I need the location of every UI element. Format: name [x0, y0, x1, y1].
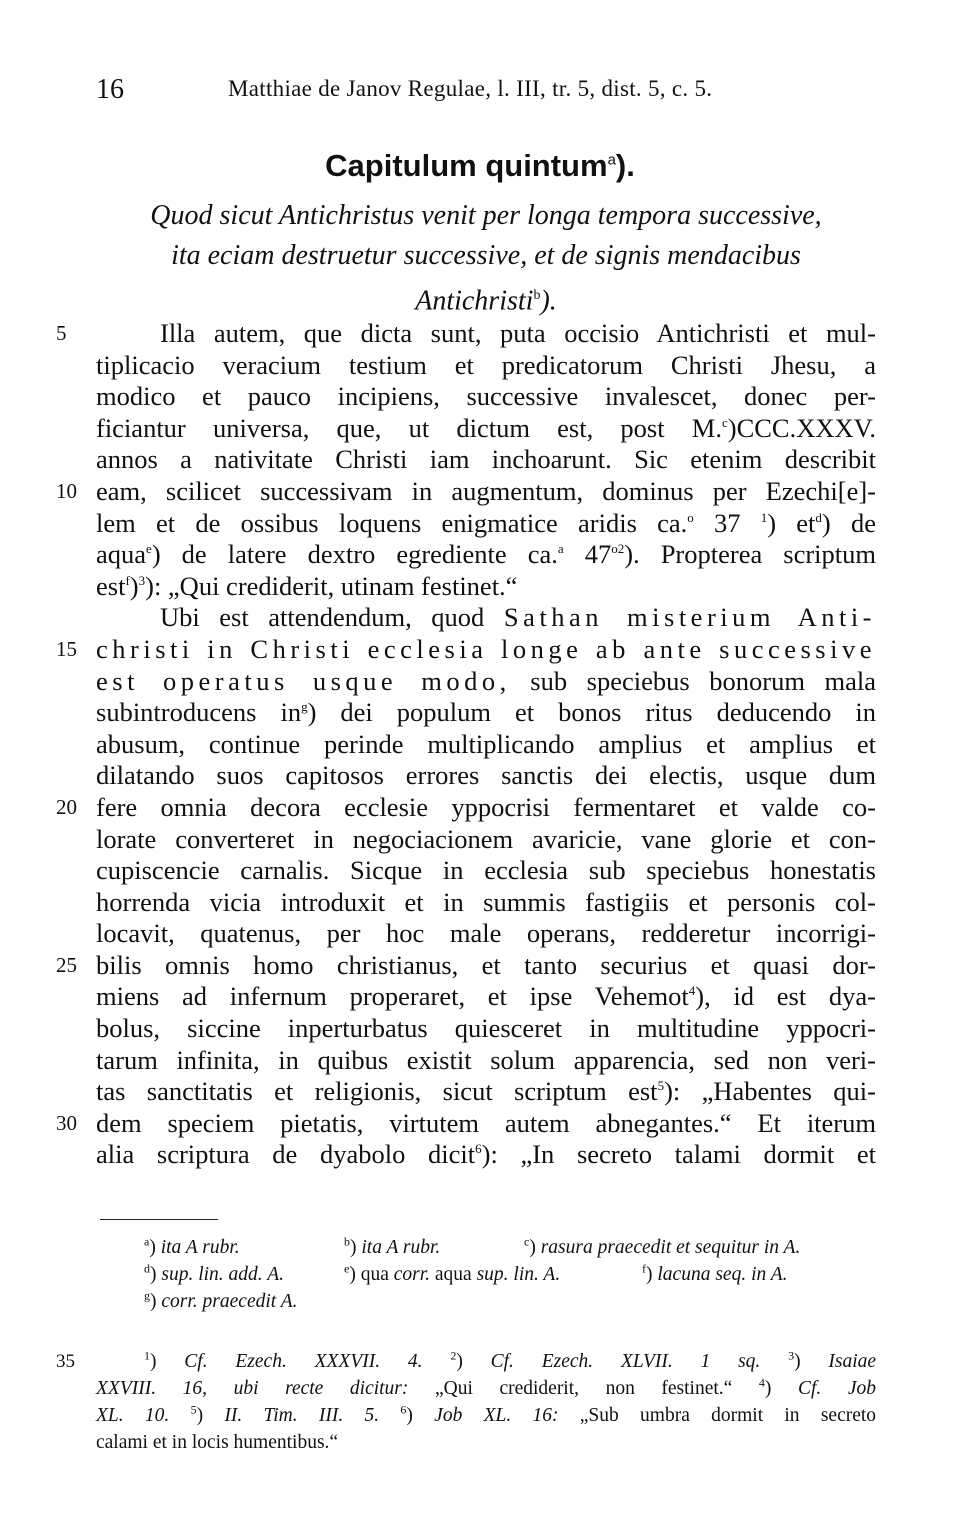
text-line: est$^f$)$^3$): „Qui crediderit, utinam festinet.“: [96, 570, 518, 601]
text-line: horrenda vicia introduxit et in summis fastigiis et personis col-: [96, 886, 876, 917]
text-line: annos a nativitate Christi iam inchoarunt. Sic etenim describit: [96, 444, 876, 475]
text-line: modico et pauco incipiens, successive invalescet, donec per-: [96, 381, 876, 412]
footnote-marker: f: [125, 572, 130, 588]
line-number: 25: [56, 952, 77, 977]
text-line: lem et de ossibus loquens enigmatice aridis ca.$^o$ 37 $^1$) $et^d$) de: [96, 507, 876, 538]
chapter-title-text: Capitulum quintum: [325, 148, 608, 183]
text-line: Ubi est attendendum, quod Sathan misterium Anti-: [160, 602, 877, 633]
critical-apparatus: [96, 1234, 876, 1315]
running-title: Matthiae de Janov Regulae, l. III, tr. 5, dist. 5, c. 5.: [228, 76, 713, 101]
text-line: 5 Illa autem, que dicta sunt, puta occisio Antichristi et mul-: [56, 318, 876, 348]
note-line: XXVIII. 16, ubi recte dicitur: „Qui crediderit, non festinet.“ $^4$) Cf. Job: [96, 1375, 877, 1399]
note-line: 35 $^1$) Cf. Ezech. XXXVII. 4. $^2$) Cf. Ezech. XLVII. 1 sq. $^3$) Isaiae: [96, 1348, 876, 1375]
chapter-title: Capitulum quintum$^a$).: [325, 148, 635, 183]
footnote-marker: b: [533, 288, 541, 303]
text-line: tiplicacio veracium testium et predicatorum Christi Jhesu, a: [96, 349, 876, 380]
subtitle-line: ita eciam destruetur successive, et de signis mendacibus: [171, 240, 801, 271]
text-line: abusum, continue perinde multiplicando amplius et amplius et: [96, 728, 876, 759]
line-number: 10: [56, 478, 77, 503]
footnote-marker: c: [721, 414, 728, 430]
text-line: 15 christi in Christi ecclesia longe ab ante successive: [56, 633, 876, 664]
note-line: $^g$) corr. praecedit A.: [144, 1288, 298, 1312]
footnote-marker: 6: [475, 1141, 482, 1157]
footnote-marker: e: [146, 541, 152, 557]
page-number: 16: [96, 74, 124, 105]
text-line: tarum infinita, in quibus existit solum apparencia, sed non veri-: [96, 1044, 876, 1075]
body-text: [56, 318, 877, 1171]
running-head: [96, 74, 876, 108]
text-line: miens ad infernum properaret, et ipse Vehemot$^4$), id est dya-: [96, 981, 876, 1012]
footnote-marker: 1: [760, 509, 768, 525]
subtitle-line: Antichristi$^b$).: [415, 285, 557, 317]
note-line: $^a$) ita A rubr. $^b$) ita A rubr. $^c$) rasura praecedit et sequitur in A.: [144, 1234, 801, 1258]
source-notes: [56, 1348, 877, 1456]
footnote-marker: d: [815, 509, 822, 525]
text-line: 10 eam, scilicet successivam in augmentum, dominus per Ezechi[e]-: [56, 475, 876, 506]
line-number: 30: [56, 1110, 77, 1135]
text-line: aqua$^e$) de latere dextro egrediente ca.$^a$ $47^{o2}$). Propterea scriptum: [96, 539, 877, 570]
subtitle-line: Quod sicut Antichristus venit per longa tempora successive,: [150, 200, 822, 231]
text-line: lorate converteret in negociacionem avaricie, vane glorie et con-: [96, 823, 876, 854]
footnote-marker: 3: [138, 572, 146, 588]
text-line: 30 dem speciem pietatis, virtutem autem abnegantes.“ Et iterum: [56, 1107, 876, 1138]
footnote-marker: 2: [617, 541, 625, 557]
line-number: 20: [56, 794, 77, 819]
text-line: dilatando suos capitosos errores sanctis dei electis, usque dum: [96, 760, 876, 791]
line-number: 35: [56, 1351, 75, 1372]
footnote-marker: g: [301, 699, 308, 715]
note-line: $^d$) sup. lin. add. A. $^e$) qua corr. aqua sup. lin. A. $^f$) lacuna seq. in A.: [144, 1261, 788, 1285]
chapter-subtitle: [96, 196, 876, 321]
line-number: 5: [56, 321, 67, 345]
text-line: cupiscencie carnalis. Sicque in ecclesia sub speciebus honestatis: [96, 855, 876, 886]
text-line: subintroducens $in^g$) dei populum et bonos ritus deducendo in: [96, 697, 876, 728]
line-number: 15: [56, 636, 77, 661]
footnote-divider: [100, 1219, 218, 1220]
text-line: locavit, quatenus, per hoc male operans, redderetur incorrigi-: [96, 918, 876, 949]
text-line: 25 bilis omnis homo christianus, et tanto securius et quasi dor-: [56, 949, 876, 980]
text-line: est operatus usque modo, sub speciebus bonorum mala: [96, 665, 876, 696]
text-line: tas sanctitatis et religionis, sicut scriptum est$^5$): „Habentes qui-: [96, 1076, 876, 1107]
footnote-marker: 5: [657, 1078, 665, 1094]
text-line: ficiantur universa, que, ut dictum est, post M.$^c$)CCC.XXXV.: [96, 412, 876, 443]
text-line: bolus, siccine inperturbatus quiesceret in multitudine yppocri-: [96, 1013, 876, 1044]
text-line: alia scriptura de dyabolo dicit$^6$): „In secreto talami dormit et: [96, 1139, 876, 1170]
footnote-marker: 4: [688, 983, 696, 999]
text-line: 20 fere omnia decora ecclesie yppocrisi fermentaret et valde co-: [56, 791, 876, 822]
footnote-marker: a: [607, 151, 616, 169]
note-line: XL. 10. $^5$) II. Tim. III. 5. $^6$) Job XL. 16: „Sub umbra dormit in secreto: [96, 1402, 877, 1426]
note-line: calami et in locis humentibus.“: [96, 1432, 339, 1453]
